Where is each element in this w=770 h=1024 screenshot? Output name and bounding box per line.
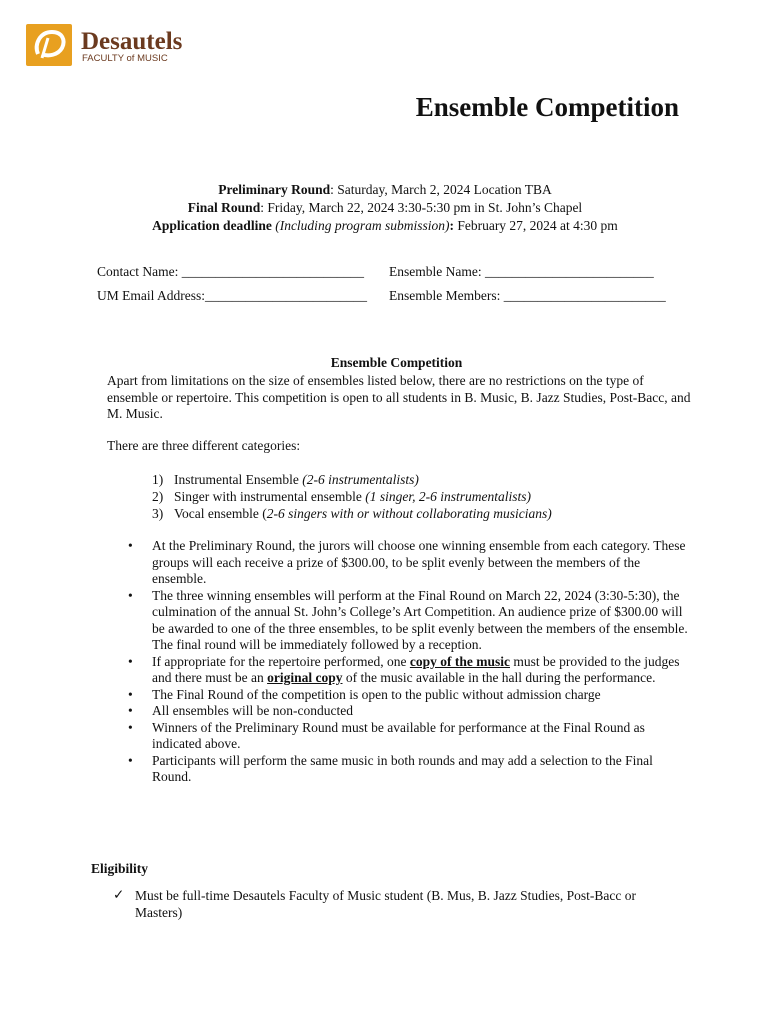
rules-list [128, 538, 692, 786]
list-item [128, 719, 692, 753]
eligibility-heading: Eligibility [91, 861, 149, 876]
bullet-icon: • [128, 719, 133, 735]
category-name: Singer with instrumental ensemble [174, 489, 366, 504]
intro-paragraph: Apart from limitations on the size of ensembles listed below, there are no restrictions on the type of ensemble or repertoire. This competition is open to all students in B. Music, B. Jazz Studies, Post-Bacc, and M. Music. [107, 373, 691, 421]
page-title: Ensemble Competition [415, 92, 679, 122]
rule-text-b: must be provided to the judges and there must be an [152, 653, 680, 685]
deadline-colon: : [449, 218, 454, 233]
list-item [128, 538, 692, 588]
copy-of-music-emphasis: copy of the music [409, 653, 510, 669]
rule-text: At the Preliminary Round, the jurors will choose one winning ensemble from each category. These groups will each receive a prize of $300.00, to be split evenly between the members of the ensemble. [152, 538, 686, 586]
category-name: Vocal ensemble ( [174, 506, 267, 521]
list-item [128, 686, 692, 704]
prelim-value: : Saturday, March 2, 2024 Location TBA [330, 182, 552, 197]
rule-text: All ensembles will be non-conducted [152, 703, 353, 718]
bullet-icon: • [128, 587, 133, 603]
categories-intro: There are three different categories: [107, 438, 301, 453]
category-note: (2-6 instrumentalists) [302, 472, 419, 487]
rule-text: Participants will perform the same music in both rounds and may add a selection to the Final Round. [152, 752, 653, 784]
rule-text: The three winning ensembles will perform at the Final Round on March 22, 2024 (3:30-5:30), the culmination of the annual St. John’s College’s Art Competition. An audience prize of $300.00 will be awarded to one of the three ensembles, to be split evenly between the members of the ensemble. The final round will be immediately followed by a reception. [152, 587, 688, 652]
bullet-icon: • [128, 752, 133, 768]
logo-name: Desautels [81, 28, 183, 55]
ensemble-name-field[interactable]: Ensemble Name: _________________________ [389, 264, 654, 279]
category-note: 2-6 singers with or without collaborating musicians) [266, 506, 552, 521]
category-number: 3) [152, 506, 164, 521]
categories-list [152, 471, 552, 522]
bullet-icon: • [128, 653, 133, 669]
contact-name-field[interactable]: Contact Name: ___________________________ [97, 264, 364, 279]
list-item [128, 587, 692, 654]
bullet-icon: • [128, 686, 133, 702]
preliminary-round-line [0, 182, 770, 198]
bullet-icon: • [128, 703, 133, 718]
category-number: 1) [152, 472, 164, 487]
deadline-line [0, 218, 770, 234]
category-note: (1 singer, 2-6 instrumentalists) [365, 489, 531, 504]
rule-text-a: If appropriate for the repertoire performed, one [152, 653, 410, 669]
um-email-field[interactable]: UM Email Address:________________________ [97, 288, 367, 303]
logo-subtitle: FACULTY of MUSIC [82, 53, 168, 64]
deadline-label: Application deadline [152, 218, 272, 233]
final-value: : Friday, March 22, 2024 3:30-5:30 pm in St. John’s Chapel [260, 200, 583, 215]
category-number: 2) [152, 489, 164, 504]
list-item [152, 471, 552, 488]
eligibility-item: Must be full-time Desautels Faculty of Music student (B. Mus, B. Jazz Studies, Post-Bacc or Masters) [135, 888, 636, 920]
prelim-label: Preliminary Round [218, 182, 331, 197]
checkmark-icon: ✓ [113, 887, 125, 902]
deadline-value: February 27, 2024 at 4:30 pm [453, 218, 618, 233]
section-heading: Ensemble Competition [330, 355, 463, 370]
list-item [128, 703, 692, 720]
final-round-line [0, 200, 770, 216]
list-item [128, 653, 692, 687]
rule-text: The Final Round of the competition is open to the public without admission charge [152, 686, 601, 702]
deadline-note: (Including program submission) [271, 218, 450, 233]
category-name: Instrumental Ensemble [174, 472, 303, 487]
desautels-logo [26, 24, 196, 70]
list-item [152, 488, 552, 505]
ensemble-members-field[interactable]: Ensemble Members: ________________________ [389, 288, 666, 303]
original-copy-emphasis: original copy [267, 670, 343, 685]
rule-text: Winners of the Preliminary Round must be available for performance at the Final Round as indicated above. [152, 719, 645, 751]
bullet-icon: • [128, 538, 133, 553]
list-item [152, 505, 552, 522]
final-label: Final Round [187, 200, 261, 215]
list-item [128, 752, 692, 786]
rule-text-c: of the music available in the hall during the performance. [342, 670, 656, 685]
